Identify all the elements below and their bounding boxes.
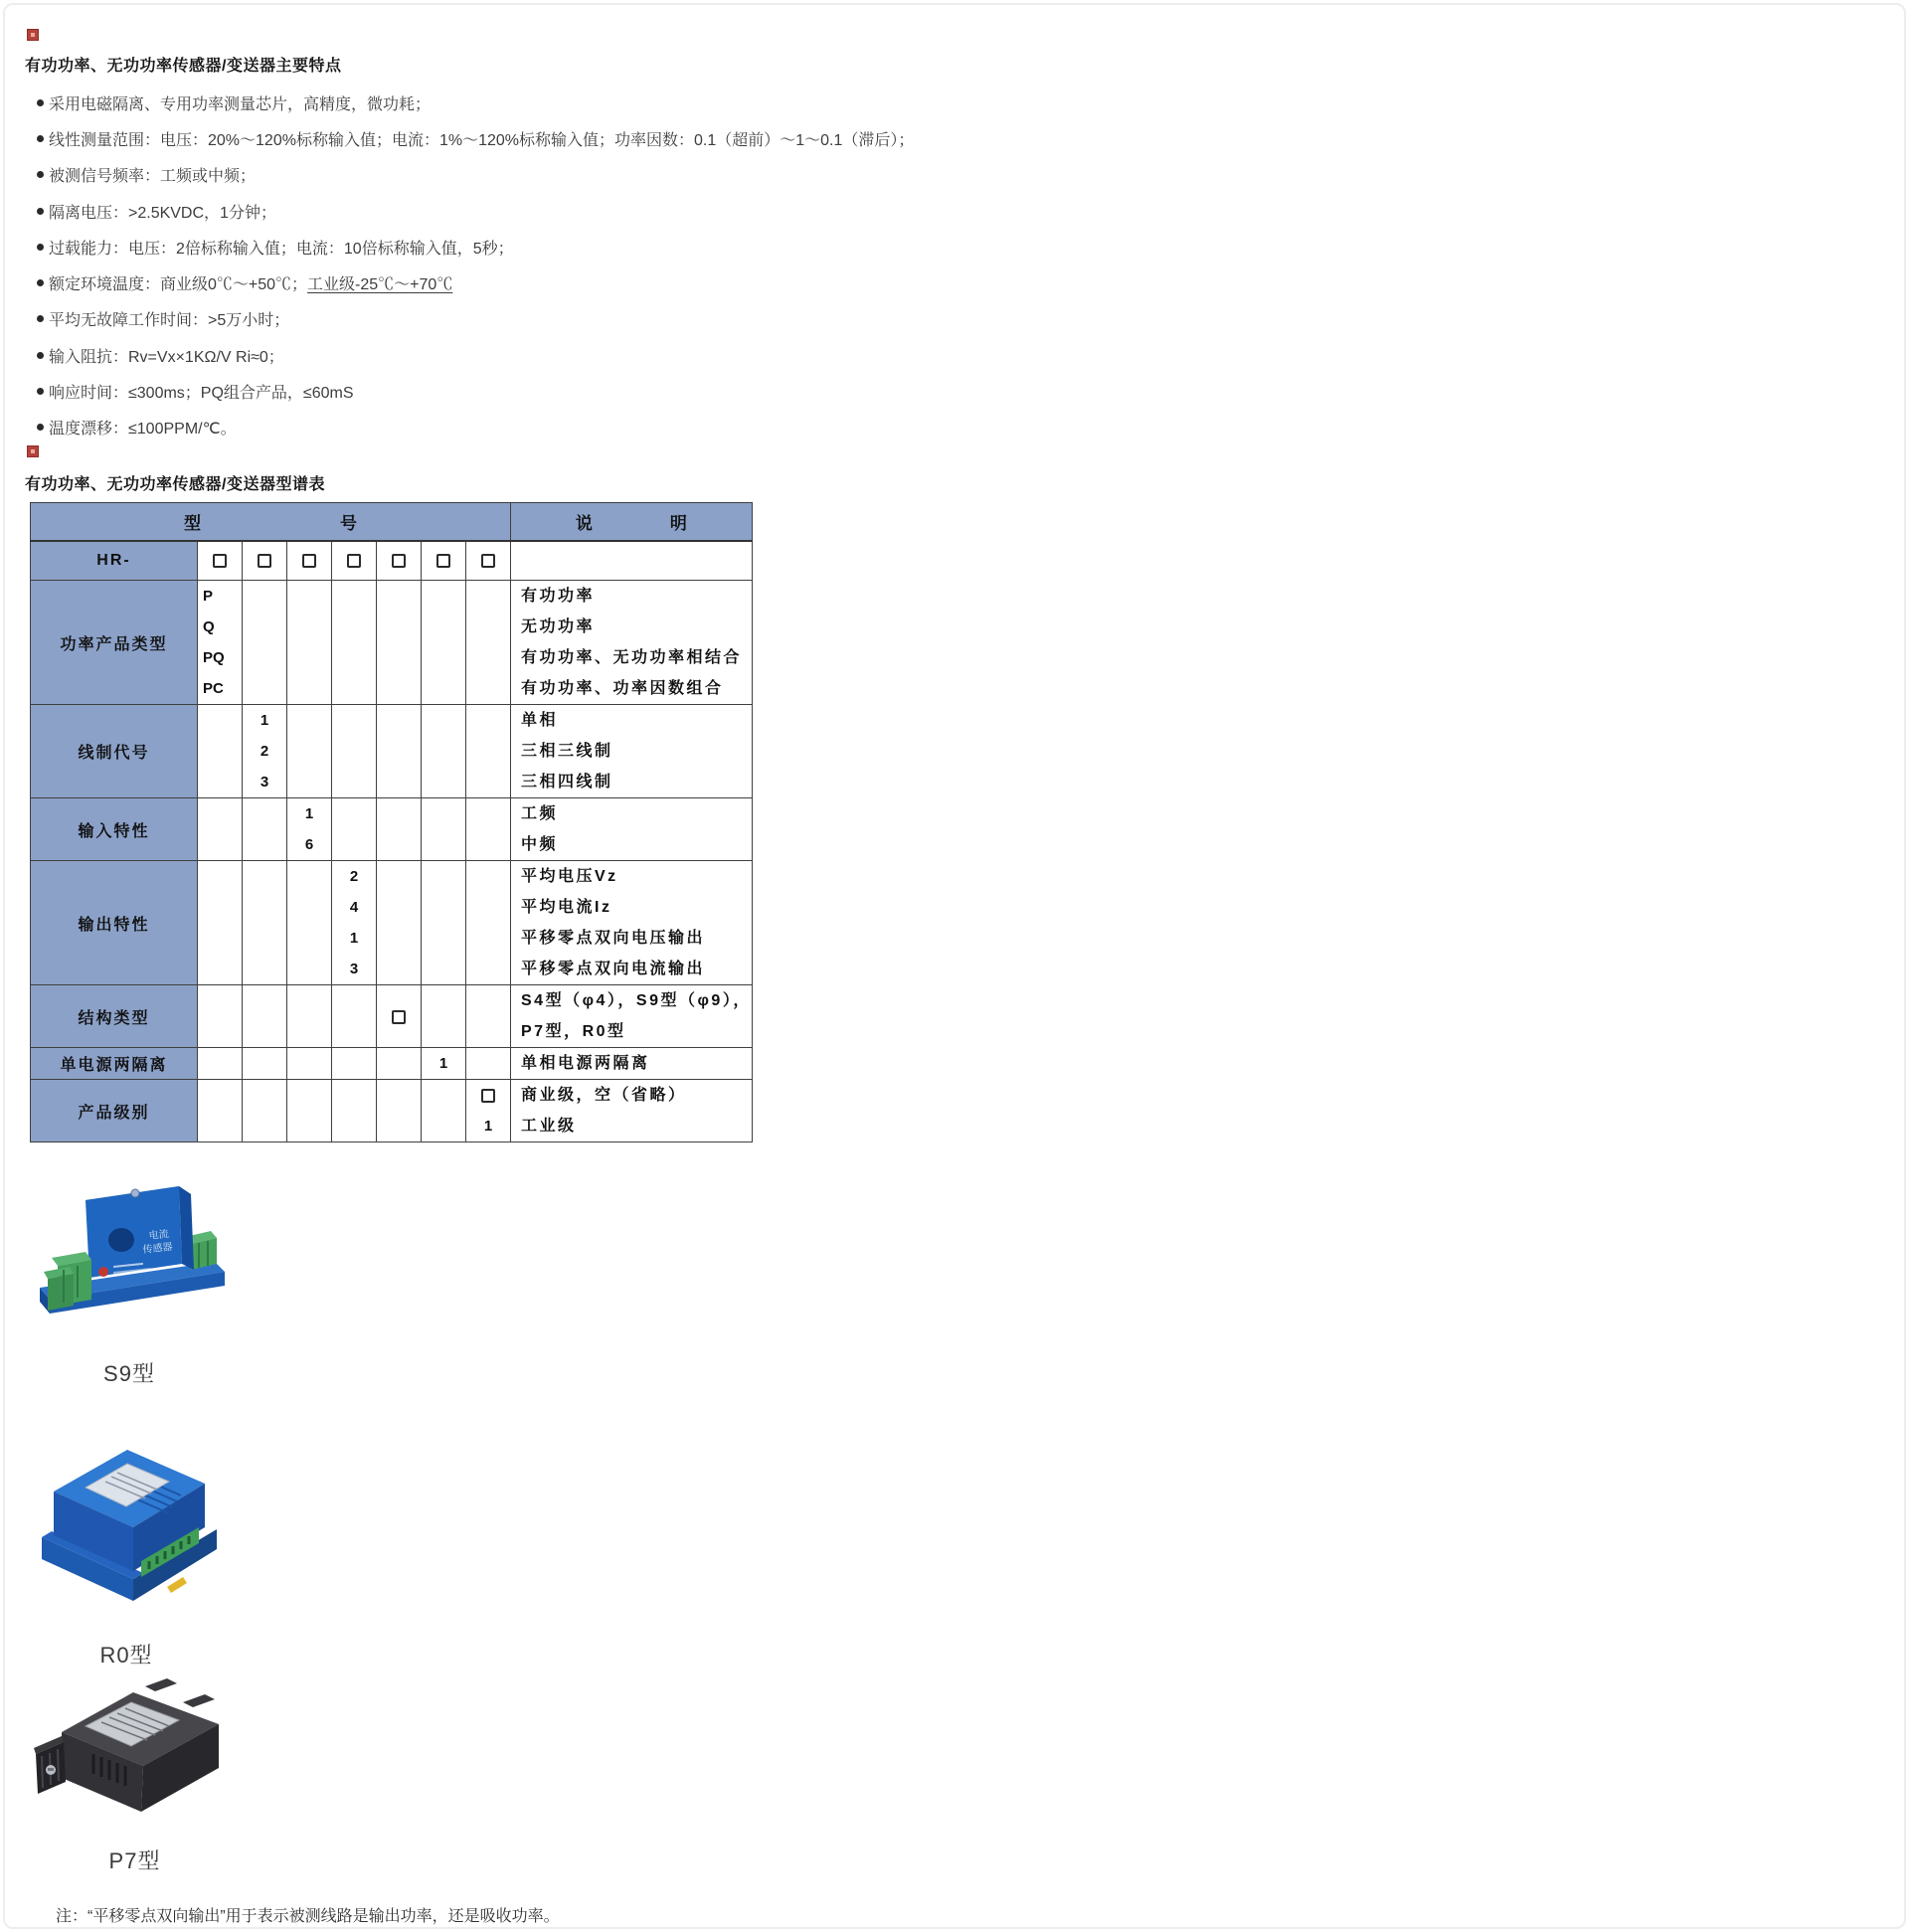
model-digit-cell xyxy=(243,798,287,861)
table-row xyxy=(31,861,753,985)
value-line: 3 xyxy=(260,774,269,790)
bullet-icon xyxy=(37,424,44,431)
model-checkbox-row xyxy=(31,541,753,581)
feature-text: 隔离电压：>2.5KVDC，1分钟； xyxy=(49,204,276,222)
desc-line: 单相 xyxy=(521,712,559,729)
value-line: 4 xyxy=(349,899,359,916)
value-line: 2 xyxy=(260,743,269,760)
model-digit-cell xyxy=(466,541,511,581)
model-digit-cell xyxy=(198,541,243,581)
model-digit-cell xyxy=(377,985,422,1048)
bullet-icon xyxy=(37,244,44,251)
model-digit-cell xyxy=(422,861,466,985)
row-group-label: 结构类型 xyxy=(31,985,198,1048)
model-digit-cell xyxy=(466,581,511,705)
ornament-icon xyxy=(27,29,39,41)
value-line: 1 xyxy=(349,930,359,947)
feature-text: 额定环境温度：商业级0℃～+50℃； xyxy=(49,276,308,294)
value-line: 1 xyxy=(260,712,269,729)
desc-line: 有功功率 xyxy=(521,588,596,605)
model-digit-cell xyxy=(377,861,422,985)
desc-line: 有功功率、无功功率相结合 xyxy=(521,649,743,666)
model-digit-cell xyxy=(198,985,243,1048)
p7-product-image xyxy=(28,1670,242,1830)
model-desc-cell xyxy=(511,1048,753,1080)
desc-line: 平移零点双向电流输出 xyxy=(521,961,706,977)
model-digit-cell xyxy=(422,705,466,798)
feature-item xyxy=(37,229,914,264)
model-digit-cell xyxy=(377,705,422,798)
product-s9 xyxy=(30,1148,229,1388)
model-digit-cell xyxy=(243,1048,287,1080)
value-line: PC xyxy=(203,680,224,697)
note-text: 注：“平移零点双向输出”用于表示被测线路是输出功率，还是吸收功率。 xyxy=(56,1908,560,1925)
value-line xyxy=(466,1080,510,1111)
value-line: 2 xyxy=(349,868,359,885)
table-header-desc: 说 明 xyxy=(511,503,753,541)
model-digit-cell xyxy=(377,1048,422,1080)
value-line: P xyxy=(203,588,214,605)
model-digit-cell xyxy=(466,1080,511,1142)
features-heading: 有功功率、无功功率传感器/变送器主要特点 xyxy=(25,58,342,75)
bullet-icon xyxy=(37,135,44,142)
value-line: 3 xyxy=(349,961,359,977)
value-line: 1 xyxy=(304,805,314,822)
model-digit-cell xyxy=(466,985,511,1048)
model-digit-cell xyxy=(243,861,287,985)
checkbox-icon xyxy=(436,554,450,568)
feature-item xyxy=(37,157,914,193)
model-desc-cell xyxy=(511,861,753,985)
desc-line: 商业级，空（省略） xyxy=(521,1087,687,1104)
table-row xyxy=(31,705,753,798)
model-digit-cell xyxy=(198,581,243,705)
desc-line: 工频 xyxy=(521,805,559,822)
product-r0 xyxy=(22,1420,231,1669)
model-desc-cell xyxy=(511,581,753,705)
table-row xyxy=(31,1048,753,1080)
model-digit-cell xyxy=(377,1080,422,1142)
r0-product-image xyxy=(22,1420,231,1624)
model-digit-cell xyxy=(422,541,466,581)
table-row xyxy=(31,581,753,705)
model-digit-cell xyxy=(198,1080,243,1142)
model-digit-cell xyxy=(422,985,466,1048)
model-digit-cell xyxy=(198,861,243,985)
value-line: 6 xyxy=(304,836,314,853)
feature-text: 线性测量范围：电压：20%～120%标称输入值；电流：1%～120%标称输入值；功率因数：0.1（超前）～1～0.1（滞后）； xyxy=(49,131,915,149)
desc-line: 平均电流Iz xyxy=(521,899,612,916)
table-row xyxy=(31,1080,753,1142)
desc-line: 工业级 xyxy=(521,1118,577,1135)
model-digit-cell xyxy=(466,798,511,861)
value-line: Q xyxy=(203,618,215,635)
checkbox-icon xyxy=(258,554,271,568)
table-row xyxy=(31,798,753,861)
model-digit-cell xyxy=(287,581,332,705)
row-group-label: 输入特性 xyxy=(31,798,198,861)
checkbox-icon xyxy=(213,554,227,568)
product-label: R0型 xyxy=(99,1643,153,1668)
value-line: PQ xyxy=(203,649,225,666)
row-group-label: 线制代号 xyxy=(31,705,198,798)
desc-line: 中频 xyxy=(521,836,559,853)
desc-line: P7型，R0型 xyxy=(521,1023,626,1040)
model-digit-cell xyxy=(243,985,287,1048)
model-digit-cell xyxy=(377,541,422,581)
desc-line: 平均电压Vz xyxy=(521,868,618,885)
model-digit-cell xyxy=(287,1048,332,1080)
checkbox-icon xyxy=(392,1010,406,1024)
s9-product-image xyxy=(30,1148,229,1342)
model-desc-cell xyxy=(511,985,753,1048)
feature-text: 输入阻抗：Rv=Vx×1KΩ/V Ri≈0； xyxy=(49,348,284,366)
product-label: S9型 xyxy=(103,1361,155,1386)
spectrum-heading: 有功功率、无功功率传感器/变送器型谱表 xyxy=(25,476,325,493)
desc-line: 平移零点双向电压输出 xyxy=(521,930,706,947)
model-digit-cell xyxy=(332,705,377,798)
feature-text: 平均无故障工作时间：>5万小时； xyxy=(49,312,290,330)
model-digit-cell xyxy=(287,985,332,1048)
model-digit-cell xyxy=(332,985,377,1048)
feature-item xyxy=(37,301,914,337)
model-desc-cell xyxy=(511,798,753,861)
bullet-icon xyxy=(37,352,44,359)
model-digit-cell xyxy=(422,798,466,861)
feature-item xyxy=(37,264,914,300)
model-digit-cell xyxy=(287,861,332,985)
row-group-label: 功率产品类型 xyxy=(31,581,198,705)
model-digit-cell xyxy=(198,1048,243,1080)
feature-item xyxy=(37,410,914,445)
feature-item xyxy=(37,85,914,120)
model-digit-cell xyxy=(422,1048,466,1080)
value-line xyxy=(377,1001,421,1032)
feature-item xyxy=(37,193,914,229)
bullet-icon xyxy=(37,99,44,106)
desc-line: 有功功率、功率因数组合 xyxy=(521,680,724,697)
checkbox-icon xyxy=(392,554,406,568)
checkbox-icon xyxy=(481,554,495,568)
model-digit-cell xyxy=(243,581,287,705)
model-digit-cell xyxy=(287,798,332,861)
model-digit-cell xyxy=(377,798,422,861)
model-prefix-cell: HR- xyxy=(31,541,198,581)
row-group-label: 单电源两隔离 xyxy=(31,1048,198,1080)
desc-line: 单相电源两隔离 xyxy=(521,1055,650,1072)
bullet-icon xyxy=(37,315,44,322)
model-digit-cell xyxy=(332,541,377,581)
row-group-label: 输出特性 xyxy=(31,861,198,985)
model-digit-cell xyxy=(332,581,377,705)
table-row xyxy=(31,985,753,1048)
product-p7 xyxy=(28,1670,242,1875)
model-digit-cell xyxy=(243,541,287,581)
model-digit-cell xyxy=(466,705,511,798)
feature-text: 被测信号频率：工频或中频； xyxy=(49,168,257,186)
model-digit-cell xyxy=(332,1048,377,1080)
bullet-icon xyxy=(37,171,44,178)
model-digit-cell xyxy=(198,705,243,798)
checkbox-icon xyxy=(347,554,361,568)
model-digit-cell xyxy=(422,581,466,705)
features-list xyxy=(37,85,914,445)
feature-text-underlined: 工业级-25℃～+70℃ xyxy=(307,276,453,294)
model-digit-cell xyxy=(243,1080,287,1142)
desc-line: 三相三线制 xyxy=(521,743,613,760)
svg-text:电流: 电流 xyxy=(148,1228,170,1242)
svg-text:传感器: 传感器 xyxy=(142,1241,174,1256)
feature-text: 响应时间：≤300ms；PQ组合产品，≤60mS xyxy=(49,385,354,403)
feature-item xyxy=(37,337,914,373)
checkbox-icon xyxy=(302,554,316,568)
bullet-icon xyxy=(37,388,44,395)
model-digit-cell xyxy=(198,798,243,861)
desc-line: 无功功率 xyxy=(521,618,596,635)
table-header-row xyxy=(31,503,753,541)
table-header-model: 型 号 xyxy=(31,503,511,541)
model-digit-cell xyxy=(243,705,287,798)
desc-line: 三相四线制 xyxy=(521,774,613,790)
model-digit-cell xyxy=(287,1080,332,1142)
desc-line: S4型（φ4），S9型（φ9）， xyxy=(521,992,752,1009)
model-desc-cell xyxy=(511,541,753,581)
model-digit-cell xyxy=(332,861,377,985)
model-desc-cell xyxy=(511,1080,753,1142)
feature-text: 温度漂移：≤100PPM/℃。 xyxy=(49,421,237,439)
spectrum-table-body xyxy=(31,503,753,1142)
row-group-label: 产品级别 xyxy=(31,1080,198,1142)
model-digit-cell xyxy=(377,581,422,705)
value-line: 1 xyxy=(483,1118,493,1135)
model-digit-cell xyxy=(287,541,332,581)
model-digit-cell xyxy=(466,861,511,985)
model-digit-cell xyxy=(332,798,377,861)
model-digit-cell xyxy=(287,705,332,798)
model-desc-cell xyxy=(511,705,753,798)
product-label: P7型 xyxy=(108,1848,161,1873)
feature-text: 过载能力：电压：2倍标称输入值；电流：10倍标称输入值，5秒； xyxy=(49,240,514,258)
model-digit-cell xyxy=(422,1080,466,1142)
feature-item xyxy=(37,373,914,409)
bullet-icon xyxy=(37,208,44,215)
model-digit-cell xyxy=(466,1048,511,1080)
checkbox-icon xyxy=(481,1089,495,1103)
feature-item xyxy=(37,120,914,156)
feature-text: 采用电磁隔离、专用功率测量芯片，高精度，微功耗； xyxy=(49,95,432,113)
value-line: 1 xyxy=(438,1055,448,1072)
model-digit-cell xyxy=(332,1080,377,1142)
bullet-icon xyxy=(37,279,44,286)
model-spectrum-table xyxy=(30,502,753,1142)
ornament-icon xyxy=(27,445,39,457)
